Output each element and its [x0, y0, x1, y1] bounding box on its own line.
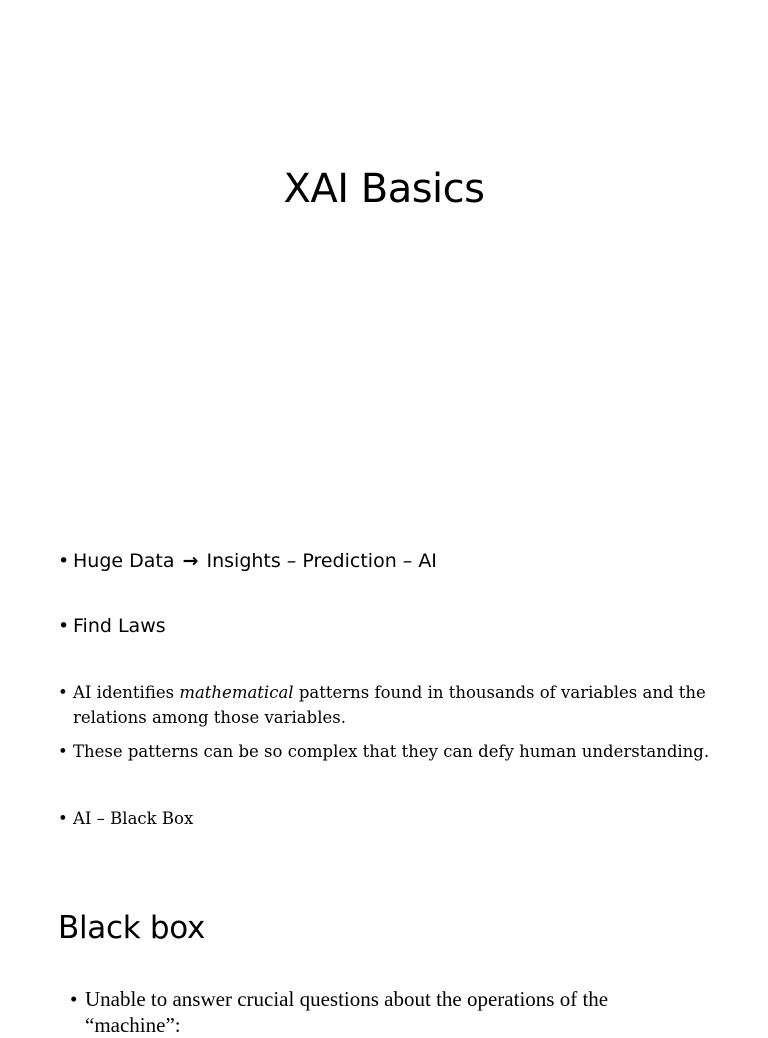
bullet-dot: •: [58, 809, 68, 828]
bullet-patterns-complex: [58, 739, 718, 764]
bullet-dot: •: [58, 683, 68, 702]
bullet-text: Unable to answer crucial questions about the operations of the “machine”:: [85, 987, 609, 1037]
bullet-huge-data: [58, 549, 718, 573]
bullet-dot: •: [58, 615, 70, 637]
right-arrow-icon: →: [182, 550, 199, 572]
bullet-text: These patterns can be so complex that they can defy human understanding.: [73, 742, 710, 761]
bullet-unable-to-answer: [70, 986, 670, 1038]
bullet-black-box: [58, 806, 718, 831]
bullet-ai-identifies: [58, 680, 718, 730]
bullet-text: AI – Black Box: [73, 809, 194, 828]
bullet-text: Find Laws: [73, 615, 166, 637]
bullet-dot: •: [70, 987, 78, 1011]
emphasis-text: mathematical: [179, 683, 294, 702]
slide-title: XAI Basics: [283, 166, 485, 212]
bullet-find-laws: [58, 614, 718, 638]
section-heading: Black box: [58, 910, 206, 946]
bullet-text: AI identifies mathematical patterns found in thousands of variables and the relations among those variables.: [73, 683, 706, 727]
bullet-dot: •: [58, 550, 70, 572]
bullet-text: Huge Data → Insights – Prediction – AI: [73, 550, 437, 572]
bullet-dot: •: [58, 742, 68, 761]
